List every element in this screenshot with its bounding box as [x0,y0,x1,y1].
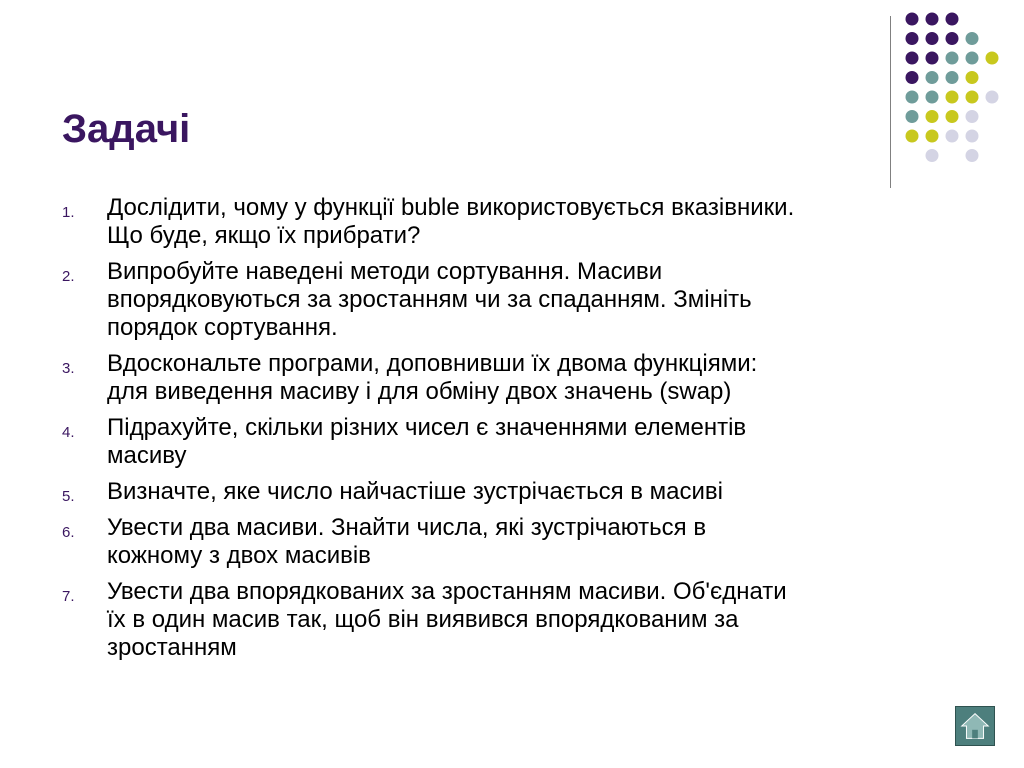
task-text: Визначте, яке число найчастіше зустрічається в масиві [107,478,723,505]
decorative-dot [966,110,979,123]
decorative-dot [926,91,939,104]
task-text: Вдоскональте програми, доповнивши їх двома функціями: для виведення масиву і для обміну двох значень (swap) [107,350,758,405]
decorative-dot-grid [904,11,1014,171]
decorative-dot [926,32,939,45]
task-item [62,514,982,570]
task-item [62,350,982,406]
task-item [62,258,982,342]
home-button[interactable] [955,706,995,746]
decorative-dot [966,71,979,84]
task-number: 6. [62,524,75,541]
task-list [62,194,982,670]
decorative-dot [946,130,959,143]
decorative-dot [946,52,959,65]
decorative-divider [890,16,891,188]
decorative-dot [906,32,919,45]
task-number: 5. [62,488,75,505]
task-item [62,194,982,250]
task-text: Увести два впорядкованих за зростанням масиви. Об'єднати їх в один масив так, щоб він виявився впорядкованим за зростанням [107,578,787,661]
task-text: Підрахуйте, скільки різних чисел є значеннями елементів масиву [107,414,747,469]
task-number: 7. [62,588,75,605]
decorative-dot [946,13,959,26]
task-text: Увести два масиви. Знайти числа, які зустрічаються в кожному з двох масивів [107,514,707,569]
decorative-dot [946,110,959,123]
decorative-dot [906,71,919,84]
decorative-dot [926,130,939,143]
task-number: 4. [62,424,75,441]
decorative-dot [946,32,959,45]
task-number: 1. [62,204,75,221]
decorative-dot [926,149,939,162]
home-icon [956,707,994,745]
decorative-dot [966,130,979,143]
decorative-dot [906,110,919,123]
decorative-dot [906,52,919,65]
decorative-dot [966,91,979,104]
decorative-dot [926,110,939,123]
decorative-dot [946,91,959,104]
task-text: Випробуйте наведені методи сортування. Масиви впорядковуються за зростанням чи за спаданням. Змініть порядок сортування. [107,258,752,341]
decorative-dot [966,52,979,65]
task-number: 3. [62,360,75,377]
decorative-dot [986,52,999,65]
decorative-dot [946,71,959,84]
task-item [62,478,982,506]
task-item [62,578,982,662]
decorative-dot [926,71,939,84]
decorative-dot [926,13,939,26]
task-item [62,414,982,470]
decorative-dot [966,149,979,162]
task-number: 2. [62,268,75,285]
decorative-dot [906,130,919,143]
decorative-dot [906,91,919,104]
decorative-dot [966,32,979,45]
task-text: Дослідити, чому у функції buble використовується вказівники. Що буде, якщо їх прибрати? [107,194,795,249]
decorative-dot [986,91,999,104]
slide-title: Задачі [62,107,191,151]
decorative-dot [926,52,939,65]
decorative-dot [906,13,919,26]
